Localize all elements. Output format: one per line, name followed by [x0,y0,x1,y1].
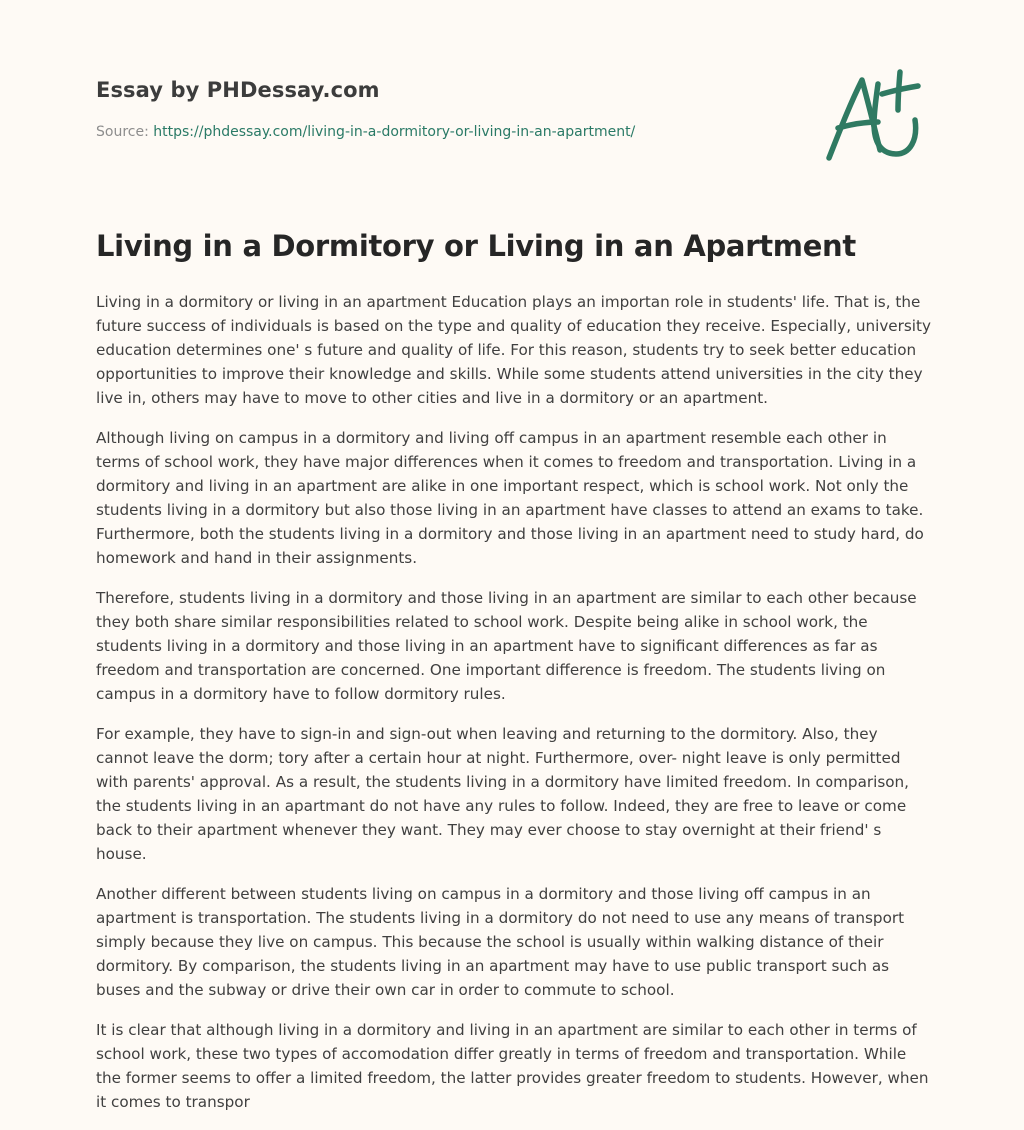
essay-title: Living in a Dormitory or Living in an Apartment [96,229,856,263]
essay-paragraph-6: It is clear that although living in a dormitory and living in an apartment are similar to each other in terms of school work, these two types of accomodation differ greatly in terms of freedom and transportation. While the former seems to offer a limited freedom, the latter provides greater freedom to students. However, when it comes to transpor [96,1021,929,1111]
essay-content [96,226,932,1130]
essay-paragraph-3: Therefore, students living in a dormitory and those living in an apartment are similar to each other because they both share similar responsibilities related to school work. Despite being alike in school work, the students living in a dormitory and those living in an apartment have to significant differences as far as freedom and transportation are concerned. One important difference is freedom. The students living on campus in a dormitory have to follow dormitory rules. [96,589,917,703]
essay-paragraph-4: For example, they have to sign-in and sign-out when leaving and returning to the dormitory. Also, they cannot leave the dorm; tory after a certain hour at night. Furthermore, over- night leave is only permitted with parents' approval. As a result, the students living in a dormitory have limited freedom. In comparison, the students living in an apartmant do not have any rules to follow. Indeed, they are free to leave or come back to their apartment whenever they want. They may ever choose to stay overnight at their friend' s house. [96,725,909,863]
essay-paragraph-2: Although living on campus in a dormitory and living off campus in an apartment resemble each other in terms of school work, they have major differences when it comes to freedom and transportation. Living in a dormitory and living in an apartment are alike in one important respect, which is school work. Not only the students living in a dormitory but also those living in an apartment have classes to attend an exams to take. Furthermore, both the students living in a dormitory and those living in an apartment need to study hard, do homework and hand in their assignments. [96,429,924,567]
essay-header [96,76,796,142]
a-plus-logo-icon [822,68,928,166]
essay-paragraph-5: Another different between students living on campus in a dormitory and those living off campus in an apartment is transportation. The students living in a dormitory do not need to use any means of transport simply because they live on campus. This because the school is usually within walking distance of their dormitory. By comparison, the students living in an apartment may have to use public transport such as buses and the subway or drive their own car in order to commute to school. [96,885,905,999]
site-brand: Essay by PHDessay.com [96,78,380,102]
source-link[interactable]: https://phdessay.com/living-in-a-dormitory-or-living-in-an-apartment/ [153,124,636,140]
source-label: Source: [96,124,154,140]
essay-paragraph-1: Living in a dormitory or living in an apartment Education plays an importan role in students' life. That is, the future success of individuals is based on the type and quality of education they receive. Especially, university education determines one' s future and quality of life. For this reason, students try to seek better education opportunities to improve their knowledge and skills. While some students attend universities in the city they live in, others may have to move to other cities and live in a dormitory or an apartment. [96,293,931,407]
source-line [96,122,796,142]
